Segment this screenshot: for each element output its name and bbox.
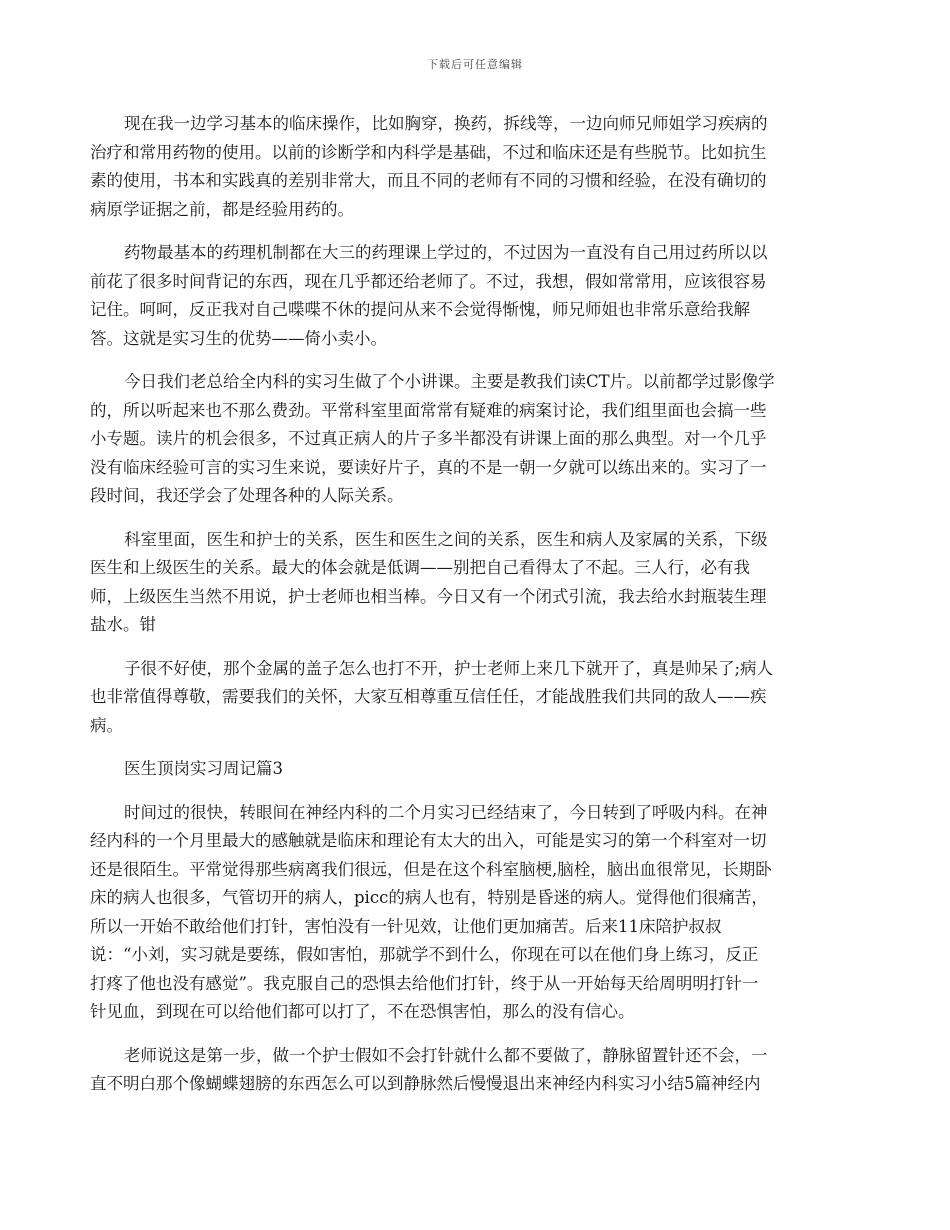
section-heading-text: 医生顶岗实习周记篇3	[124, 759, 283, 778]
text-line: 还是很陌生。平常觉得那些病离我们很远，但是在这个科室脑梗,脑栓，脑出血很常见，长期卧	[90, 859, 772, 879]
paragraph	[90, 239, 862, 353]
text-line: 的，所以听起来也不那么费劲。平常科室里面常常有疑难的病案讨论，我们组里面也会搞一些	[90, 400, 767, 420]
text-line: 科室里面，医生和护士的关系，医生和医生之间的关系，医生和病人及家属的关系，下级	[124, 529, 768, 549]
text-line: 治疗和常用药物的使用。以前的诊断学和内科学是基础，不过和临床还是有些脱节。比如抗生	[90, 142, 767, 162]
text-line: 段时间，我还学会了处理各种的人际关系。	[90, 486, 404, 505]
paragraph	[90, 526, 862, 640]
text-line: 前花了很多时间背记的东西，现在几乎都还给老师了。不过，我想，假如常常用，应该很容易	[90, 271, 767, 291]
text-line: 病。	[90, 715, 123, 735]
text-line: 子很不好使，那个金属的盖子怎么也打不开，护士老师上来几下就开了，真是帅呆了;病人	[124, 658, 774, 678]
text-line: 时间过的很快，转眼间在神经内科的二个月实习已经结束了，今日转到了呼吸内科。在神	[124, 802, 768, 822]
text-line: 直不明白那个像蝴蝶翅膀的东西怎么可以到静脉然后慢慢退出来神经内科实习小结5篇神经内	[90, 1074, 761, 1093]
page-header: 下载后可任意编辑	[427, 58, 523, 71]
text-line: 药物最基本的药理机制都在大三的药理课上学过的，不过因为一直没有自己用过药所以以	[124, 243, 768, 262]
text-line: 老师说这是第一步，做一个护士假如不会打针就什么都不要做了，静脉留置针还不会，一	[124, 1045, 768, 1065]
text-line: 没有临床经验可言的实习生来说，要读好片子，真的不是一朝一夕就可以练出来的。实习了一	[90, 457, 767, 477]
text-line: 今日我们老总给全内科的实习生做了个小讲课。主要是教我们读CT片。以前都学过影像学	[124, 372, 775, 391]
text-line: 现在我一边学习基本的临床操作，比如胸穿，换药，拆线等，一边向师兄师姐学习疾病的	[124, 114, 768, 133]
text-line: 医生和上级医生的关系。最大的体会就是低调——别把自己看得太了不起。三人行，必有我	[90, 558, 750, 577]
text-line: 打疼了他也没有感觉”。我克服自己的恐惧去给他们打针，终于从一开始每天给周明明打针一	[90, 973, 759, 993]
paragraph	[90, 110, 862, 224]
text-line: 病原学证据之前，都是经验用药的。	[90, 199, 354, 219]
paragraph	[90, 799, 862, 1027]
text-line: 经内科的一个月里最大的感触就是临床和理论有太大的出入，可能是实习的第一个科室对一切	[90, 831, 767, 850]
text-line: 床的病人也很多，气管切开的病人，picc的病人也有，特别是昏迷的病人。觉得他们很痛苦，	[90, 888, 768, 907]
paragraph	[90, 655, 862, 741]
text-line: 素的使用，书本和实践真的差别非常大，而且不同的老师有不同的习惯和经验，在没有确切的	[90, 171, 767, 190]
text-line: 小专题。读片的机会很多，不过真正病人的片子多半都没有讲课上面的那么典型。对一个几乎	[90, 429, 767, 448]
text-line: 针见血，到现在可以给他们都可以打了，不在恐惧害怕，那么的没有信心。	[90, 1002, 635, 1021]
paragraph	[90, 1042, 862, 1099]
text-line: 记住。呵呵，反正我对自己喋喋不休的提问从来不会觉得惭愧，师兄师姐也非常乐意给我解	[90, 300, 750, 319]
text-line: 盐水。钳	[90, 615, 156, 634]
text-line: 说：“小刘，实习就是要练，假如害怕，那就学不到什么，你现在可以在他们身上练习，反正	[90, 945, 759, 964]
text-line: 所以一开始不敢给他们打针，害怕没有一针见效，让他们更加痛苦。后来11床陪护叔叔	[90, 916, 722, 936]
text-line: 答。这就是实习生的优势——倚小卖小。	[90, 328, 387, 348]
text-line: 师，上级医生当然不用说，护士老师也相当棒。今日又有一个闭式引流，我去给水封瓶装生理	[90, 586, 767, 606]
paragraph	[90, 368, 862, 511]
text-line: 也非常值得尊敬，需要我们的关怀，大家互相尊重互信任任，才能战胜我们共同的敌人——疾	[90, 687, 767, 706]
document-body	[90, 110, 862, 1114]
section-heading	[90, 755, 862, 784]
